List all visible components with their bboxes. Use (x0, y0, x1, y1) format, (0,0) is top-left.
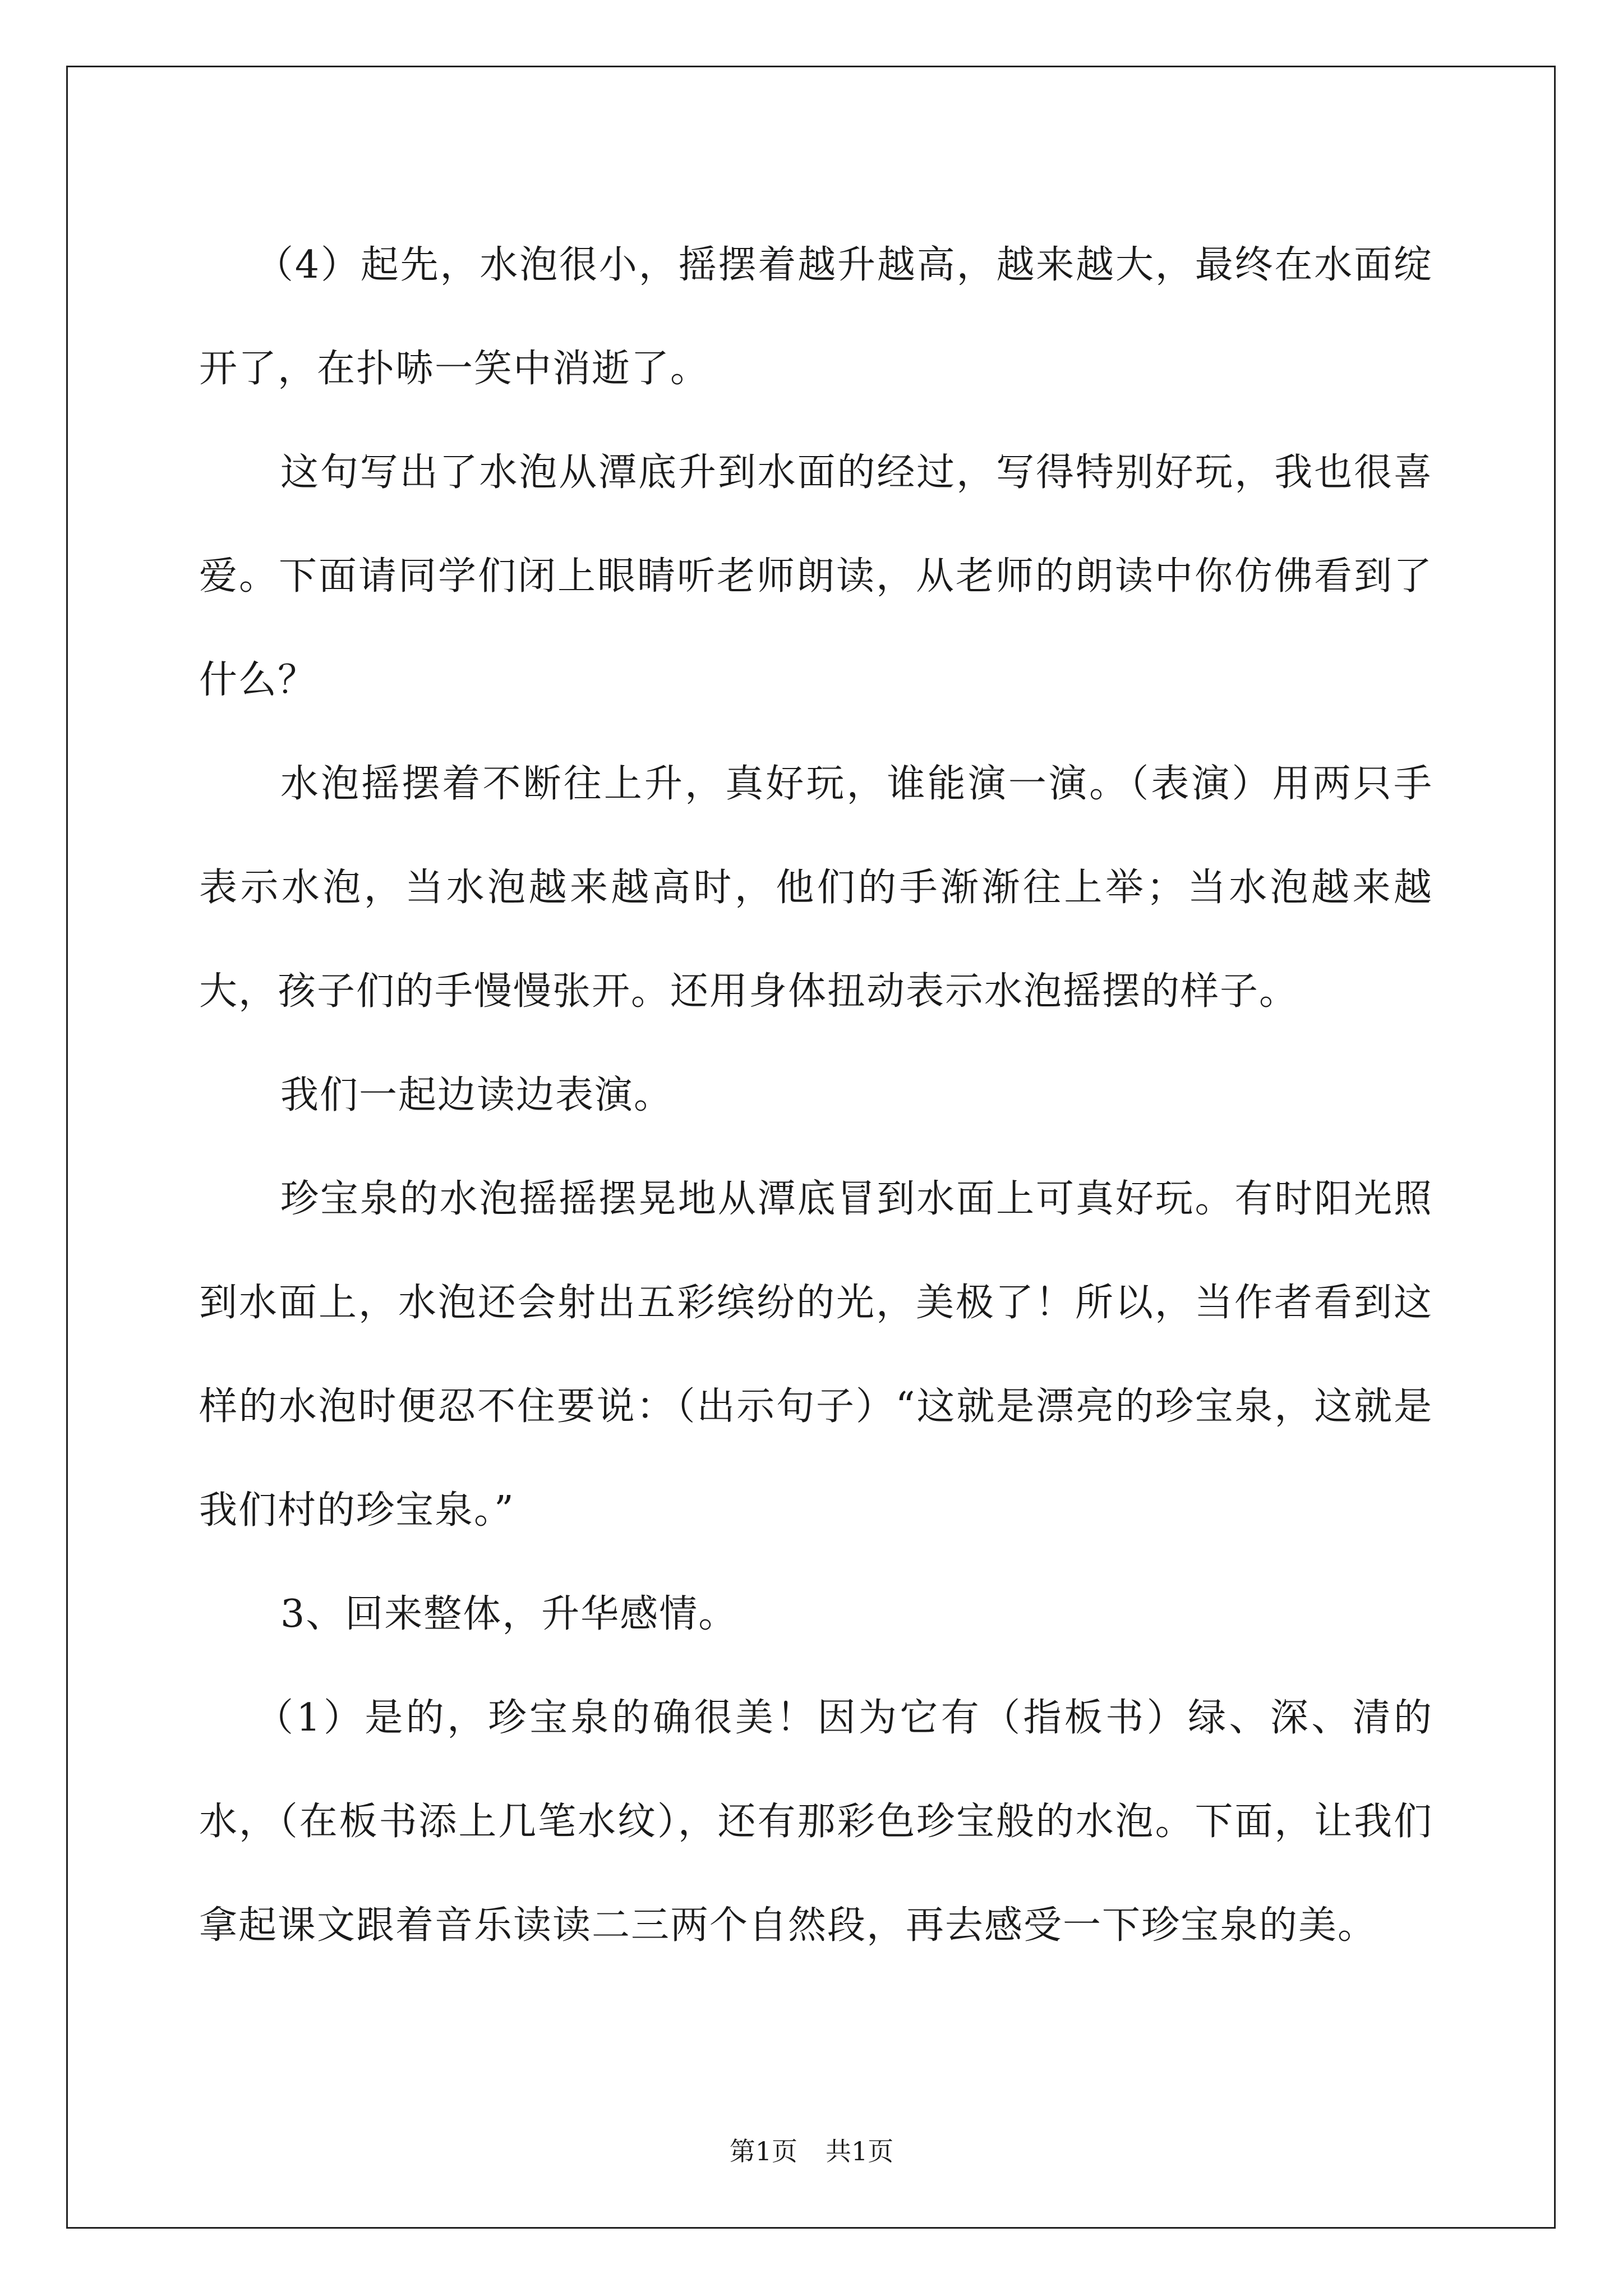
page-number: 第1页 (729, 2136, 797, 2166)
paragraph-5: 珍宝泉的水泡摇摇摆晃地从潭底冒到水面上可真好玩。有时阳光照到水面上，水泡还会射出五彩缤纷的光，美极了！所以，当作者看到这样的水泡时便忍不住要说：（出示句子）“这就是漂亮的珍宝泉，这就是我们村的珍宝泉。” (199, 1177, 1433, 1533)
paragraph-4: 我们一起边读边表演。 (280, 1073, 674, 1117)
paragraph-1: （4）起先，水泡很小，摇摆着越升越高，越来越大，最终在水面绽开了，在扑哧一笑中消逝了。 (199, 243, 1433, 391)
paragraph-3: 水泡摇摆着不断往上升，真好玩，谁能演一演。（表演）用两只手表示水泡，当水泡越来越高时，他们的手渐渐往上举；当水泡越来越大，孩子们的手慢慢张开。还用身体扭动表示水泡摇摆的样子。 (199, 762, 1433, 1014)
page-footer (0, 2134, 1623, 2168)
paragraph-7: （1）是的，珍宝泉的确很美！因为它有（指板书）绿、深、清的水，（在板书添上几笔水纹），还有那彩色珍宝般的水泡。下面，让我们拿起课文跟着音乐读读二三两个自然段，再去感受一下珍宝泉的美。 (199, 1696, 1433, 1948)
document-body (199, 213, 1433, 1977)
page-total: 共1页 (826, 2136, 894, 2166)
paragraph-6: 3、回来整体，升华感情。 (280, 1592, 738, 1636)
paragraph-2: 这句写出了水泡从潭底升到水面的经过，写得特别好玩，我也很喜爱。下面请同学们闭上眼睛听老师朗读，从老师的朗读中你仿佛看到了什么？ (199, 450, 1433, 702)
